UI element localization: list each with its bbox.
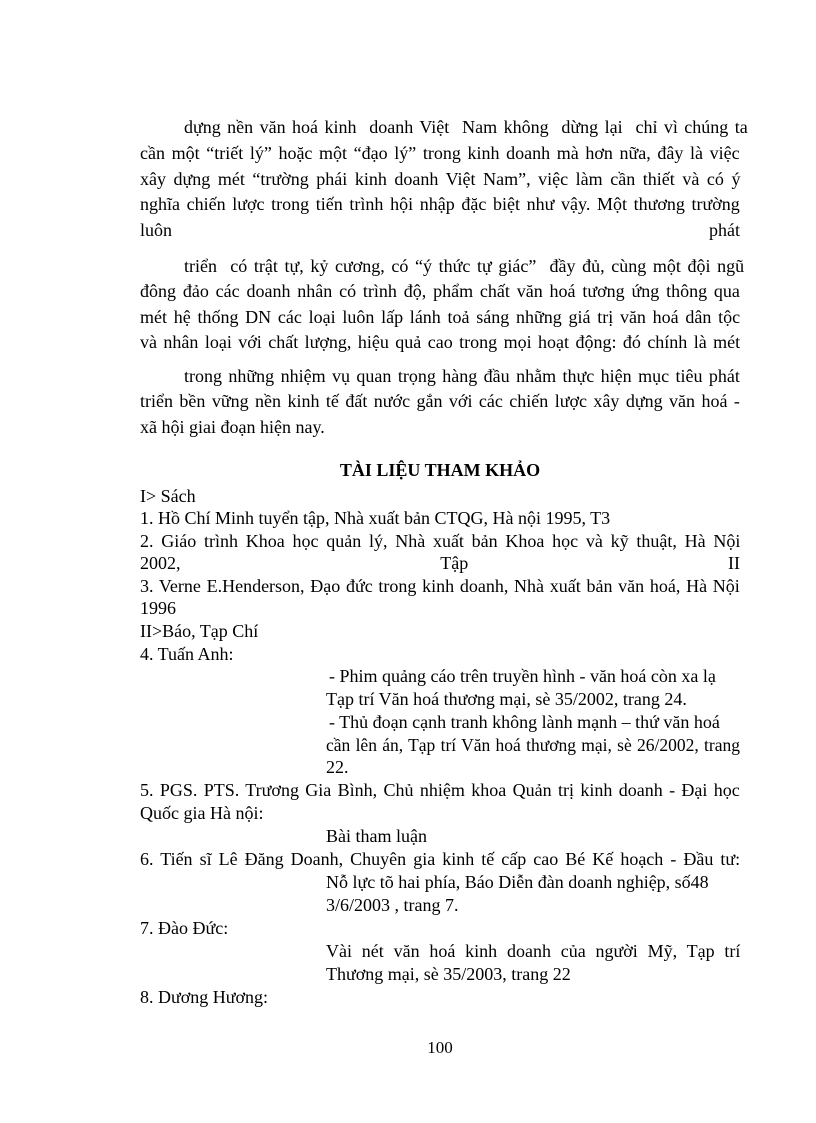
body-line: triển bền vững nền kinh tế đất nước gắn với các chiến lược xây dựng văn hoá -: [140, 391, 740, 411]
body-line: trong những nhiệm vụ quan trọng hàng đầu nhằm thực hiện mục tiêu phát: [184, 366, 740, 386]
reference-subitem: - Thủ đoạn cạnh tranh không lành mạnh – thứ văn hoá: [329, 712, 720, 732]
reference-subitem: Bài tham luận: [326, 826, 427, 846]
page-number: 100: [427, 1038, 453, 1057]
section-heading: I> Sách: [140, 486, 196, 506]
reference-item: 7. Đào Đức:: [140, 918, 229, 938]
body-line: luôn phát: [140, 220, 740, 240]
section-heading: II>Báo, Tạp Chí: [140, 621, 259, 641]
reference-subitem: 3/6/2003 , trang 7.: [326, 895, 459, 915]
references-heading: TÀI LIỆU THAM KHẢO: [339, 460, 541, 480]
reference-item: 2002, Tập II: [140, 553, 740, 573]
reference-item: 1996: [140, 598, 176, 618]
reference-subitem: Nỗ lực tõ hai phía, Báo Diễn đàn doanh nghiệp, số48: [326, 872, 709, 892]
reference-item: 4. Tuấn Anh:: [140, 644, 234, 664]
body-line: mét hệ thống DN các loại luôn lấp lánh toả sáng những giá trị văn hoá dân tộc: [140, 307, 741, 327]
body-line: dựng nền văn hoá kinh doanh Việt Nam không dừng lại chỉ vì chúng ta: [184, 117, 748, 137]
body-line: nghĩa chiến lược trong tiến trình hội nhập đặc biệt như vậy. Một thương trường: [140, 194, 740, 214]
reference-subitem: Vài nét văn hoá kinh doanh của người Mỹ, Tạp trí: [326, 941, 741, 961]
body-line: và nhân loại với chất lượng, hiệu quả cao trong mọi hoạt động: đó chính là mét: [140, 332, 741, 352]
body-line: triển có trật tự, kỷ cương, có “ý thức tự giác” đầy đủ, cùng một đội ngũ: [184, 256, 745, 276]
reference-subitem: - Phim quảng cáo trên truyền hình - văn hoá còn xa lạ: [329, 666, 716, 686]
reference-item: 6. Tiến sĩ Lê Đăng Doanh, Chuyên gia kinh tế cấp cao Bé Kế hoạch - Đầu tư:: [140, 849, 741, 869]
body-line: xây dựng mét “trường phái kinh doanh Việt Nam”, việc làm cần thiết và có ý: [140, 169, 741, 189]
reference-item: 2. Giáo trình Khoa học quản lý, Nhà xuất bản Khoa học và kỹ thuật, Hà Nội: [140, 531, 741, 551]
reference-subitem: Thương mại, sè 35/2003, trang 22: [326, 964, 571, 984]
reference-subitem: Tạp trí Văn hoá thương mại, sè 35/2002, trang 24.: [326, 689, 687, 709]
reference-item: 1. Hồ Chí Minh tuyển tập, Nhà xuất bản CTQG, Hà nội 1995, T3: [140, 508, 611, 528]
body-line: xã hội giai đoạn hiện nay.: [140, 417, 325, 437]
body-line: cần một “triết lý” hoặc một “đạo lý” trong kinh doanh mà hơn nữa, đây là việc: [140, 143, 740, 163]
reference-item: 5. PGS. PTS. Trương Gia Bình, Chủ nhiệm khoa Quản trị kinh doanh - Đại học: [140, 780, 740, 800]
body-line: đông đảo các doanh nhân có trình độ, phẩm chất văn hoá tương ứng thông qua: [140, 281, 740, 301]
reference-item: Quốc gia Hà nội:: [140, 803, 264, 823]
reference-item: 3. Verne E.Henderson, Đạo đức trong kinh doanh, Nhà xuất bản văn hoá, Hà Nội: [140, 576, 740, 596]
reference-subitem: 22.: [326, 757, 349, 777]
reference-item: 8. Dương Hương:: [140, 987, 269, 1007]
reference-subitem: cần lên án, Tạp trí Văn hoá thương mại, sè 26/2002, trang: [326, 735, 740, 755]
